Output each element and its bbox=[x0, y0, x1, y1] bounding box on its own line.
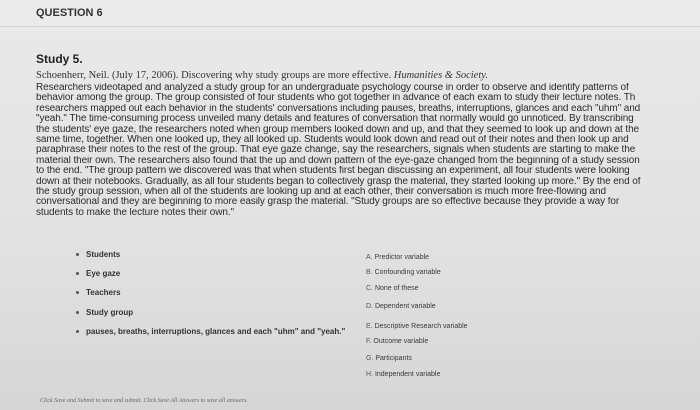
passage-line: same time, together. When one looked up, they all looked up. Students would look down and read out of their notes and then look up and bbox=[36, 135, 629, 146]
answer-option: F. Outcome variable bbox=[366, 338, 429, 345]
passage-line: down at their notebooks. Gradually, as all four students began to collectively grasp the material, they started looking up more." By the end of bbox=[36, 176, 641, 187]
bullet-icon bbox=[76, 253, 79, 256]
matching-term[interactable]: pauses, breaths, interruptions, glances and each "uhm" and "yeah." bbox=[76, 327, 345, 336]
citation-title: Discovering why study groups are more effective. bbox=[181, 70, 392, 81]
passage-line: to the end. "The group pattern we discovered was that when students first began discussing an experiment, all four students were looking bbox=[36, 166, 630, 177]
passage-line: conversational and they are beginning to more easily grasp the material. "Study groups are so effective because they provide a way for bbox=[36, 197, 620, 208]
bullet-icon bbox=[76, 311, 79, 314]
answer-option: B. Confounding variable bbox=[366, 269, 441, 276]
answer-option: E. Descriptive Research variable bbox=[366, 323, 468, 330]
bullet-icon bbox=[76, 330, 79, 333]
bullet-icon bbox=[76, 272, 79, 275]
answer-option: G. Participants bbox=[366, 355, 412, 362]
study-title: Study 5. bbox=[36, 52, 83, 66]
passage-line: material their own. The researchers also found that the up and down pattern of the eye-gaze changed from the beginning of a study session bbox=[36, 155, 640, 166]
passage-line: students to make the lecture notes their own." bbox=[36, 207, 234, 218]
submit-instructions: Click Save and Submit to save and submit. Click Save All Answers to save all answers. bbox=[40, 398, 248, 404]
matching-term[interactable]: Students bbox=[76, 250, 120, 259]
bullet-icon bbox=[76, 291, 79, 294]
passage-line: paraphrase their notes to the rest of the group. That eye gaze change, say the researchers, signals when students are starting to make the bbox=[36, 145, 636, 156]
matching-term[interactable]: Study group bbox=[76, 308, 133, 317]
matching-term[interactable]: Teachers bbox=[76, 288, 121, 297]
passage-line: "yeah." The time-consuming process unveiled many details and features of conversation that normally would go unnoticed. By transcribing bbox=[36, 114, 634, 125]
answer-option: D. Dependent variable bbox=[366, 303, 436, 310]
answer-option: H. Independent variable bbox=[366, 371, 441, 378]
answer-option: A. Predictor variable bbox=[366, 254, 430, 261]
answer-option: C. None of these bbox=[366, 285, 419, 292]
citation bbox=[36, 70, 676, 81]
question-label: QUESTION 6 bbox=[36, 7, 103, 19]
citation-authors-date: Schoenherr, Neil. (July 17, 2006). bbox=[36, 70, 179, 81]
study-passage bbox=[36, 83, 700, 218]
passage-line: researchers mapped out each behavior in the students' conversations including pauses, breaths, interruptions, glances and each "uhm" and bbox=[36, 103, 641, 114]
question-header bbox=[0, 0, 700, 27]
passage-line: behavior among the group. The group consisted of four students who got together in advance of each exam to study their lecture notes. Th bbox=[36, 93, 636, 104]
citation-source: Humanities & Society. bbox=[393, 70, 488, 81]
passage-line: the study group session, when all of the students are looking up and at each other, their conversation is much more free-flowing and bbox=[36, 187, 606, 198]
passage-line: Researchers videotaped and analyzed a study group for an undergraduate psychology course in order to observe and identify patterns of bbox=[36, 83, 629, 93]
matching-term[interactable]: Eye gaze bbox=[76, 269, 120, 278]
passage-line: the students' eye gaze, the researchers noted when group members looked down and up, and that they seemed to look up and down at the bbox=[36, 124, 640, 135]
